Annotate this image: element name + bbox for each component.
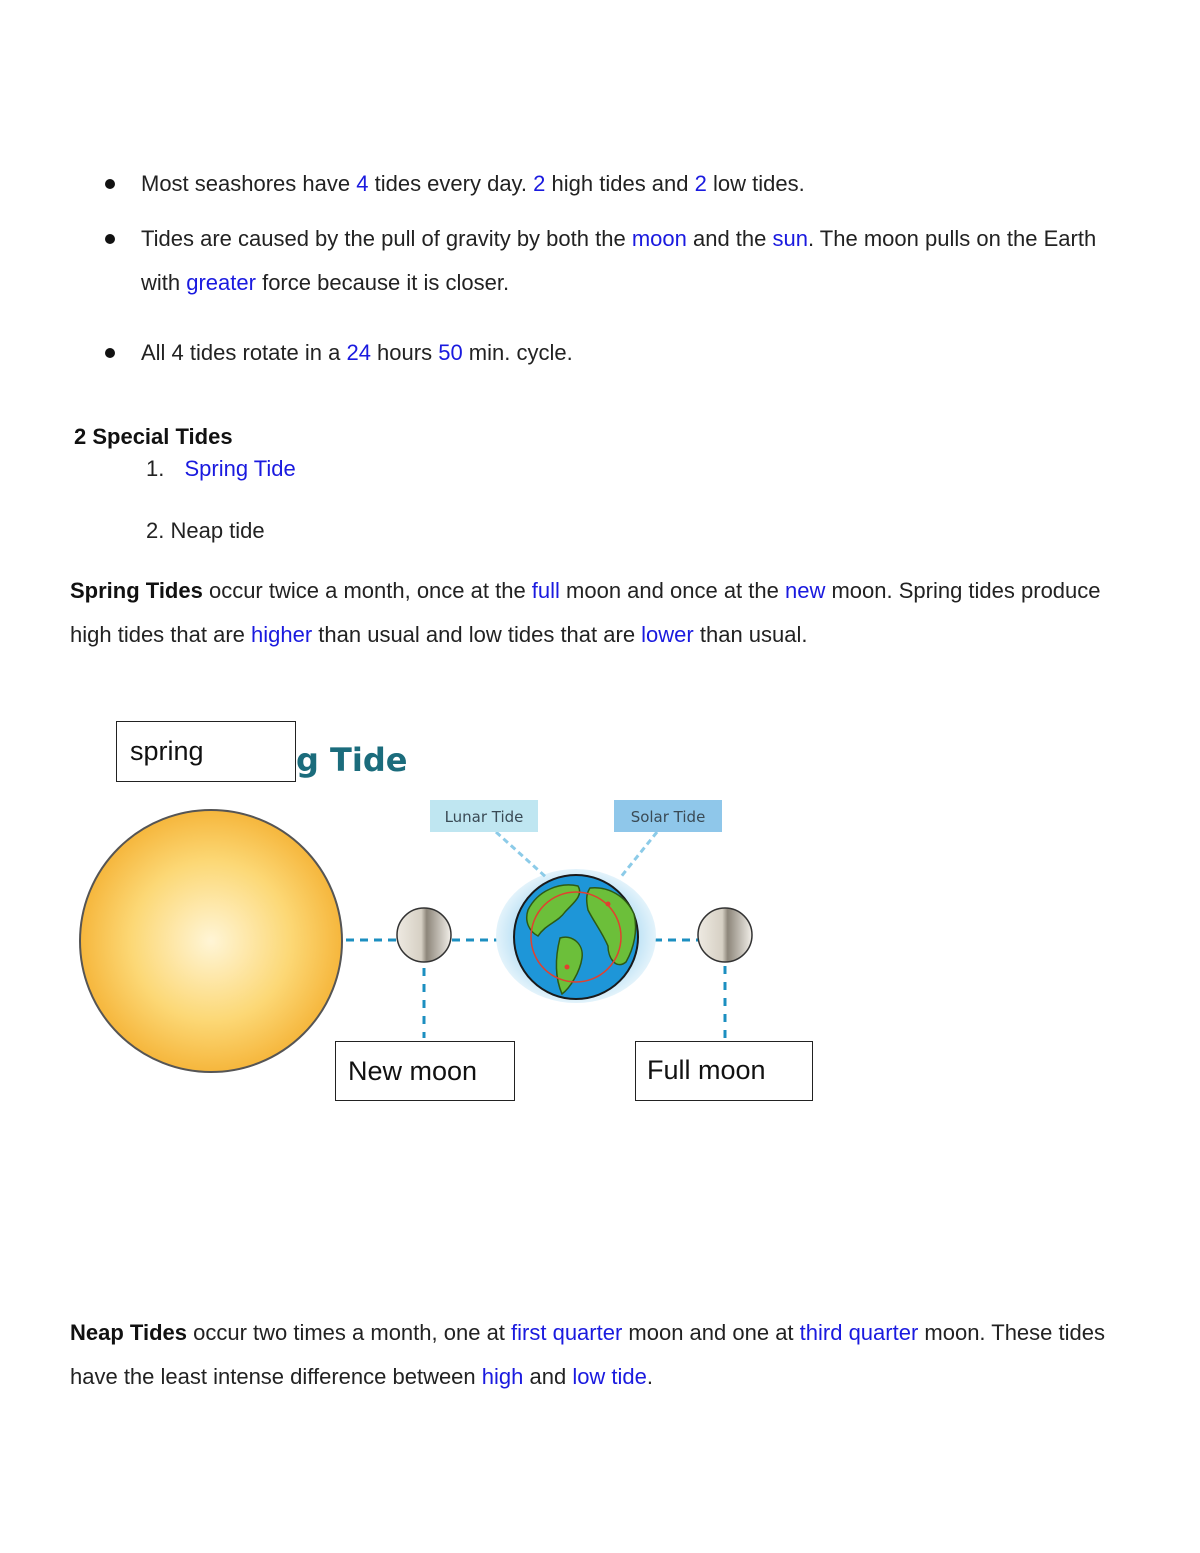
new-moon-icon (397, 908, 451, 962)
bold-term: Spring Tides (70, 578, 203, 603)
text-run: moon and one at (622, 1320, 800, 1345)
answer-text: 2 (533, 171, 546, 196)
answer-text: third quarter (799, 1320, 919, 1345)
answer-text: low tide (572, 1364, 647, 1389)
solar-tide-pointer (620, 832, 657, 878)
spring-answer-box: spring (116, 721, 296, 782)
special-tides-heading: 2 Special Tides (74, 424, 233, 449)
earth-icon (514, 875, 638, 999)
text-run: and the (686, 226, 773, 251)
answer-text: new (784, 578, 826, 603)
answer-text: first quarter (511, 1320, 623, 1345)
text-run: than usual. (693, 622, 808, 647)
answer-text: sun (772, 226, 808, 251)
full-moon-icon (698, 908, 752, 962)
spring-tides-paragraph (70, 569, 1140, 657)
text-run: All 4 tides rotate in a (141, 340, 347, 365)
bullet-dot-icon (105, 179, 115, 189)
spring-tide-answer: Spring Tide (184, 456, 296, 481)
answer-text: 50 (438, 340, 463, 365)
list-item-1 (146, 456, 296, 482)
answer-text: lower (641, 622, 694, 647)
bullet-text (141, 162, 1131, 206)
text-run: low tides. (706, 171, 805, 196)
answer-text: moon (631, 226, 687, 251)
bold-term: Neap Tides (70, 1320, 187, 1345)
diagram-title: g Tide (296, 741, 408, 779)
lunar-tide-label: Lunar Tide (444, 808, 524, 826)
lunar-tide-pointer (496, 832, 547, 878)
text-run: and (523, 1364, 573, 1389)
text-run: . (646, 1364, 654, 1389)
answer-text: higher (251, 622, 313, 647)
list-number: 1. (146, 456, 165, 481)
text-run: moon. These tides have the least intense difference between (70, 1320, 1105, 1389)
sun-icon (80, 810, 342, 1072)
answer-text: high (481, 1364, 524, 1389)
text-run: moon and once at the (559, 578, 785, 603)
answer-text: greater (186, 270, 256, 295)
text-run: hours (370, 340, 439, 365)
list-item-2: 2. Neap tide (146, 518, 265, 543)
solar-tide-label: Solar Tide (630, 808, 706, 826)
text-run: tides every day. (368, 171, 534, 196)
bullet-dot-icon (105, 348, 115, 358)
bullet-text (141, 217, 1131, 305)
text-run: Most seashores have (141, 171, 357, 196)
answer-text: 24 (346, 340, 371, 365)
text-run: moon. Spring tides produce high tides that are (70, 578, 1101, 647)
answer-text: full (531, 578, 560, 603)
bullet-text (141, 331, 1131, 375)
text-run: min. cycle. (462, 340, 573, 365)
text-run: . The moon pulls on the Earth with (141, 226, 1097, 295)
new-moon-box: New moon (335, 1041, 515, 1101)
text-run: Tides are caused by the pull of gravity by both the (141, 226, 632, 251)
text-run: occur two times a month, one at (186, 1320, 512, 1345)
text-run: occur twice a month, once at the (202, 578, 532, 603)
neap-tides-paragraph (70, 1311, 1140, 1399)
spring-tide-diagram (60, 700, 840, 1120)
text-run: high tides and (545, 171, 695, 196)
answer-text: 2 (694, 171, 707, 196)
text-run: force because it is closer. (255, 270, 510, 295)
bullet-dot-icon (105, 234, 115, 244)
text-run: than usual and low tides that are (312, 622, 642, 647)
full-moon-box: Full moon (635, 1041, 813, 1101)
answer-text: 4 (356, 171, 369, 196)
